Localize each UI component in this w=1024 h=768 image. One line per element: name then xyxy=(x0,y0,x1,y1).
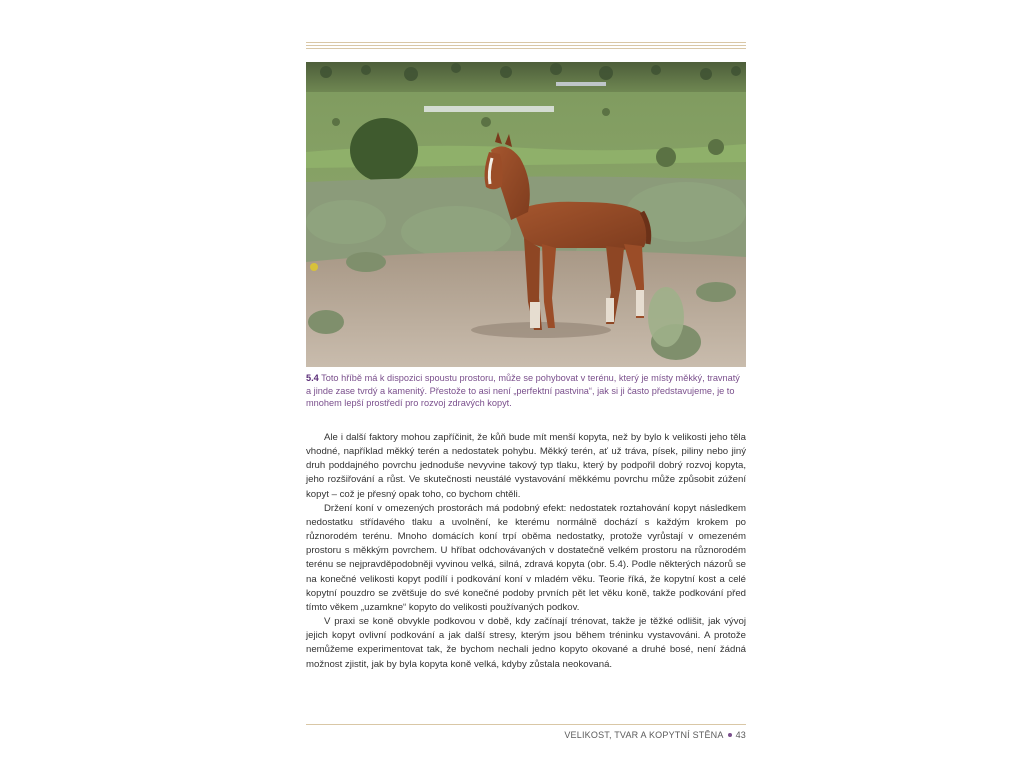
figure-caption-text: Toto hříbě má k dispozici spoustu prostoru, může se pohybovat v terénu, který je místy měkký, travnatý a jinde zase tvrdý a kamenitý. Přestože to asi není „perfektní pastvina“, jak si ji často představujeme, je to mnohem lepší prostředí pro rozvoj zdravých kopyt. xyxy=(306,373,740,409)
paragraph: Držení koní v omezených prostorách má podobný efekt: nedostatek roztahování kopyt následkem nedostatku střídavého tlaku a uvolnění, ke kterému normálně dochází s každým krokem po různorodém terénu. Mnoho domácích koní trpí oběma nedostatky, protože vyrůstají v omezeném prostoru s měkkým povrchem. U hříbat odchovávaných v dostatečně velkém prostoru na různorodém terénu se nejpravděpodobněji vyvinou velká, silná, zdravá kopyta (obr. 5.4). Podle některých názorů se na konečné velikosti kopyt podílí i podkování koní v mladém věku. Teorie říká, že kopytní kost a celé kopytní pouzdro se zvětšuje do své konečné podoby prvních pět let věku koně, takže podkování před tímto věkem „uzamkne“ kopyto do velikosti používaných podkov. xyxy=(306,502,746,613)
body-text xyxy=(306,431,746,672)
bullet-icon xyxy=(728,733,732,737)
page-number: 43 xyxy=(735,730,746,740)
header-rule xyxy=(306,48,746,49)
paragraph: Ale i další faktory mohou zapříčinit, že kůň bude mít menší kopyta, než by bylo k velikosti jeho těla vhodné, například měkký terén a nedostatek pohybu. Měkký terén, ať už tráva, písek, piliny nebo jiný druh poddajného povrchu jednoduše nevyvine takový typ tlaku, který by podpořil dobrý rozvoj kopyta, jeho rozšiřování a růst. Ve skutečnosti neustálé vystavování měkkému povrchu může způsobit zúžení kopyt – což je přesný opak toho, co bychom chtěli. xyxy=(306,432,746,500)
figure-number: 5.4 xyxy=(306,373,319,383)
foal-photo xyxy=(306,62,746,367)
paragraph: V praxi se koně obvykle podkovou v době, kdy začínají trénovat, takže je těžké odlišit, jak vývoj jejich kopyt ovlivní podkování a jak další stresy, kterým jsou během tréninku vystavováni. A protože nemůžeme experimentovat tak, že bychom nechali jedno kopyto okované a druhé bosé, není žádná možnost zjistit, jak by byla kopyta koně velká, kdyby zůstala neokovaná. xyxy=(306,616,746,670)
running-title: VELIKOST, TVAR A KOPYTNÍ STĚNA xyxy=(564,730,724,740)
header-rule xyxy=(306,45,746,46)
book-page xyxy=(306,0,746,768)
header-rule xyxy=(306,42,746,43)
figure-caption xyxy=(306,372,746,410)
footer-rule xyxy=(306,724,746,725)
page-footer xyxy=(564,730,746,740)
